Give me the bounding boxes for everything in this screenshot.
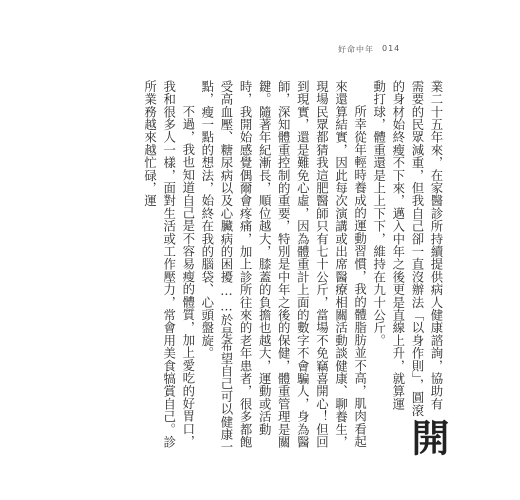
running-header [338,44,400,55]
book-title: 好命中年 [338,45,374,54]
paragraph-text: 業二十五年來，在家醫診所持續提供病人健康諮詢，協助有需要的民眾減重，但我自己卻一直沒辦法「以身作則」，圓滾的身材始終瘦不下來，邁入中年之後更是直線上升，就算運動打球，體重還是上上下下，維持在九十公斤。 [371,80,444,417]
paragraph-2: 所幸從年輕時養成的運動習慣，我的體脂肪並不高，肌肉看起來還算結實，因此每次演講或出席醫療相關活動談健康、聊養生，現場民眾都猜我這肥醫師只有七十公斤，當場不免竊喜開心！但回到現實，還是難免心虛，因為體重計上面的數字不會騙人，身為醫師，深知體重控制的重要，特別是中年之後的保健，體重管理是關鍵。隨著年紀漸長，順位越大，膝蓋的負擔也越大，運動或活動時，我開始感覺偶爾會疼痛，加上診所往來的老年患者，很多都飽受高血壓、糖尿病以及心臟病的困擾……於是希望自己可以健康一點，瘦一點的想法，始終在我的腦袋、心頭盤旋。 [199,80,368,454]
drop-cap: 開 [405,418,450,457]
page-number: 014 [382,44,401,53]
paragraph-3: 不過，我也知道自己是不容易瘦的體質，加上愛吃的好胃口，我和很多人一樣，面對生活或工作壓力，常會用美食犒賞自己。診所業務越來越忙碌，運 [142,80,196,449]
paragraph-1 [370,80,450,460]
article-body [141,80,450,460]
